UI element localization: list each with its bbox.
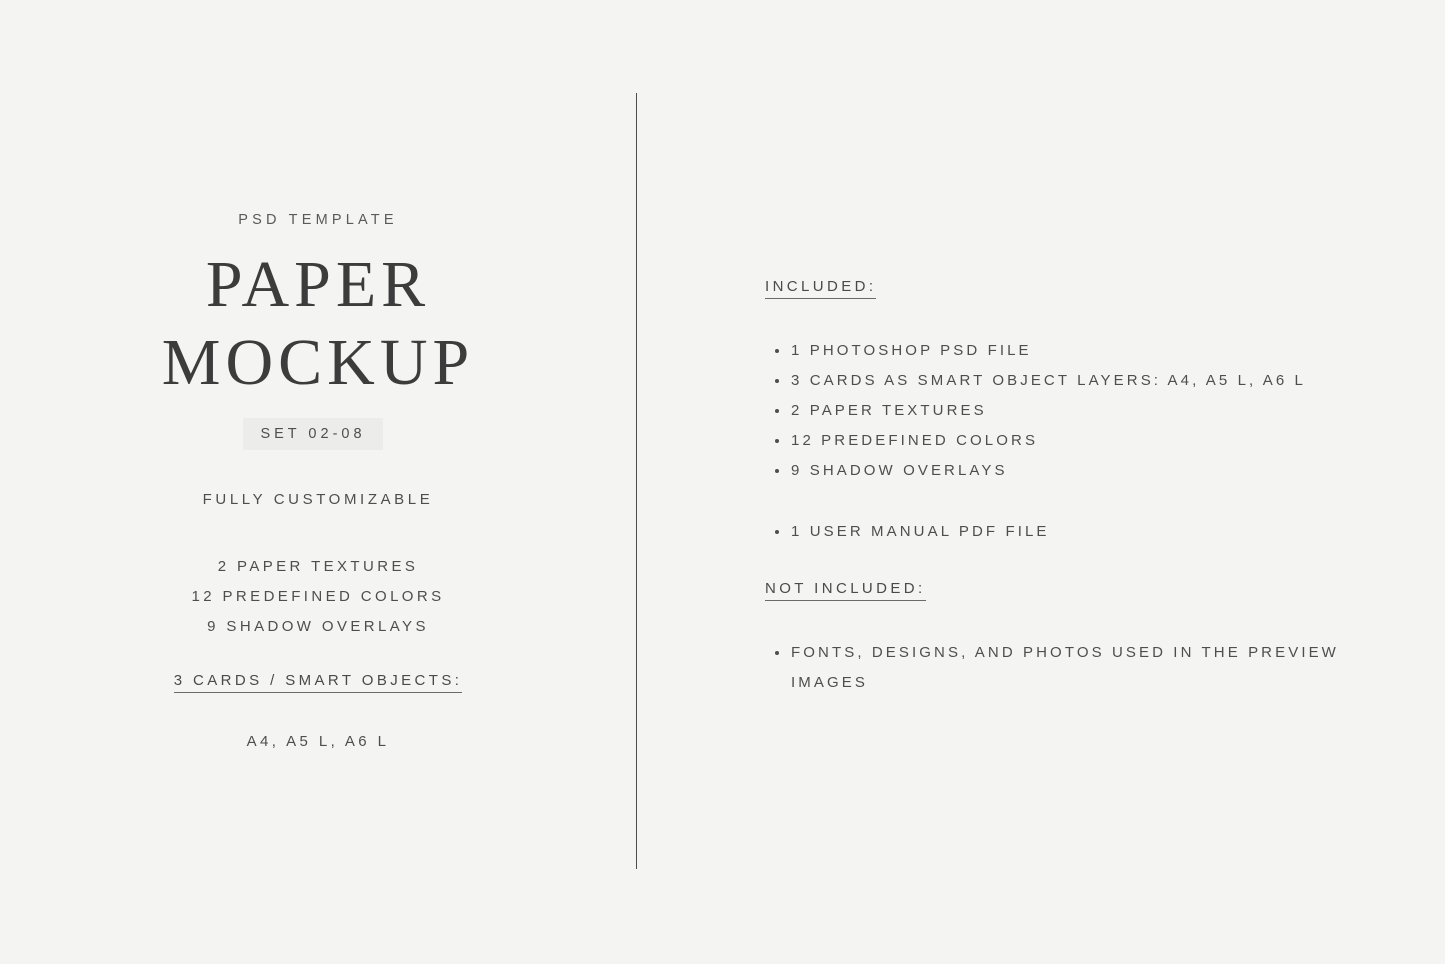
included-manual-list: [765, 517, 1050, 547]
vertical-divider: [636, 93, 637, 869]
list-item: FONTS, DESIGNS, AND PHOTOS USED IN THE PREVIEW IMAGES: [791, 638, 1351, 698]
included-heading: [765, 278, 876, 295]
list-item: 9 SHADOW OVERLAYS: [791, 456, 1306, 486]
list-item: 12 PREDEFINED COLORS: [791, 426, 1306, 456]
page-title: [0, 246, 636, 402]
title-line-2: MOCKUP: [161, 326, 475, 399]
not-included-heading-text: NOT INCLUDED:: [765, 580, 926, 601]
list-item: 1 USER MANUAL PDF FILE: [791, 517, 1050, 547]
included-heading-text: INCLUDED:: [765, 278, 876, 299]
cards-heading: [0, 672, 636, 689]
feature-list: [0, 552, 636, 642]
feature-item: 2 PAPER TEXTURES: [217, 558, 419, 575]
set-badge: SET 02-08: [243, 418, 383, 450]
fully-customizable-label: FULLY CUSTOMIZABLE: [202, 491, 434, 508]
list-item: 1 PHOTOSHOP PSD FILE: [791, 336, 1306, 366]
title-line-1: PAPER: [205, 248, 431, 321]
cards-sizes: A4, A5 L, A6 L: [246, 733, 390, 750]
not-included-list: [765, 638, 1351, 698]
included-list: [765, 336, 1306, 486]
eyebrow-label: PSD TEMPLATE: [238, 212, 398, 228]
list-item: 3 CARDS AS SMART OBJECT LAYERS: A4, A5 L, A6 L: [791, 366, 1306, 396]
feature-item: 9 SHADOW OVERLAYS: [207, 618, 429, 635]
list-item: 2 PAPER TEXTURES: [791, 396, 1306, 426]
left-column: [0, 0, 636, 964]
not-included-heading: [765, 580, 926, 597]
cards-heading-text: 3 CARDS / SMART OBJECTS:: [174, 672, 463, 693]
feature-item: 12 PREDEFINED COLORS: [191, 588, 445, 605]
